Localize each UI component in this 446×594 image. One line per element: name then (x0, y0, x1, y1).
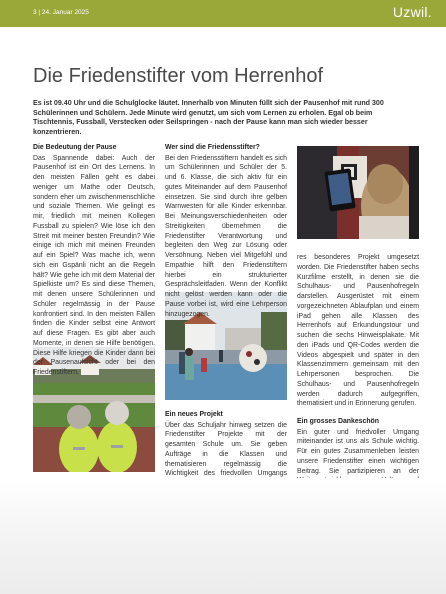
paragraph-projekt-fortsetzung: res besonderes Projekt umgesetzt worden. Die Friedenstifter haben sechs Kurzfilme erstellt, in denen sie die Schulhaus- und Pausenhofregeln darstellen. Ausgerüstet mit einem vorgezeichneten Ablaufplan und einem iPad gehen alle Klassen des Herrenhofs auf Erkundungstour und suchen die sechs Hinweisplakate. Mit den iPads und QR-Codes werden die Videos abgespielt und später in den Klassenzimmern gemeinsam mit den Lehrpersonen besprochen. Die Schulhaus- und Pausenhofregeln werden dadurch aufgegriffen, thematisiert und in Erinnerung gerufen. (297, 254, 419, 408)
article-title: Die Friedenstifter vom Herrenhof (33, 65, 324, 87)
brand-logo: Uzwil. (392, 4, 432, 20)
paragraph-friedensstifter: Bei den Friedensstiftern handelt es sich um Schülerinnen und Schüler der 5. und 6. Klasse, die sich aktiv für ein gutes Miteinander auf dem Pausenhof einsetzen. Sie sind durch ihre gelben Warnwesten für alle Kinder erkennbar. Bei Meinungsverschiedenheiten oder Streitigkeiten übernehmen die Friedenstifter Verantwortung und begleiten den Weg zur Lösung oder Versöhnung. Neben viel Mitgefühl und Empathie hilft den Friedenstiftern hierbei ein strukturierter Gesprächsleitfaden. Wenn der Konflikt nicht gelöst werden kann oder die Pause vorbei ist, wird eine Lehrperson hinzugezogen. (165, 154, 287, 318)
column-2 (165, 143, 287, 319)
paragraph-dankeschoen: Ein guter und friedvoller Umgang miteinander ist uns als Schule wichtig. Für ein gutes Zusammenleben leisten unsere Friedenstifter einen wichtigen Beitrag. Sie partizipieren an der (297, 428, 419, 475)
article-lead: Es ist 09.40 Uhr und die Schulglocke läutet. Innerhalb von Minuten füllt sich der Pausenhof mit rund 300 Schülerinnen und Schülern. Jede Minute wird genutzt, um sich vom Lernen zu erholen. Egal ob beim Tischtennis, Fussball, Verstecken oder Seilspringen - nach der Pause kann man sich wieder besser konzentrieren. (33, 99, 384, 137)
page-header (0, 0, 446, 27)
page-bottom-area (0, 478, 446, 594)
photo-tablet-qr (297, 146, 419, 239)
heading-pause: Die Bedeutung der Pause (33, 144, 117, 151)
heading-friedensstifter: Wer sind die Friedensstifter? (165, 144, 260, 151)
heading-dankeschoen: Ein grosses Dankeschön (297, 418, 379, 425)
heading-neues-projekt: Ein neues Projekt (165, 411, 223, 418)
paragraph-neues-projekt: Über das Schuljahr hinweg setzen die Friedenstifter Projekte mit der gesamten Schule um. Sie geben Aufträge in die Klassen und thematisieren regelmässig die Wichtigkeit des friedvollen Umgangs (165, 421, 287, 478)
paragraph-pause: Das Spannende dabei: Auch der Pausenhof ist ein Ort des Lernens. In den meisten Fällen geht es dabei weniger um Mathe oder Deutsch, sondern eher um zwischenmenschliche und soziale Themen. Wie gelingt es mir, friedlich mit meinen Kollegen Fussball zu spielen? Wie löse ich den Streit mit meiner besten Freundin? Wie einige ich mich mit meinen Freunden auf ein Spiel? Was mache ich, wenn sich ein Gspänli nicht an die Regeln hält? Wie gehe ich mit dem Material der Spielkiste um? Es sind diese Themen, mit denen unsere Schülerinnen und Schüler regelmässig in der Pause konfrontiert sind. In den meisten Fällen finden die Kinder selbst eine Antwort auf diese Fragen. Es gibt aber auch Momente, in denen sie Hilfe benötigen. Diese Hilfe kriegen die Kinder dann bei der Pausenaufsicht oder bei den Friedenstiftern. (33, 154, 155, 377)
column-1 (33, 143, 155, 378)
issue-meta: 3 | 24. Januar 2025 (33, 9, 89, 16)
